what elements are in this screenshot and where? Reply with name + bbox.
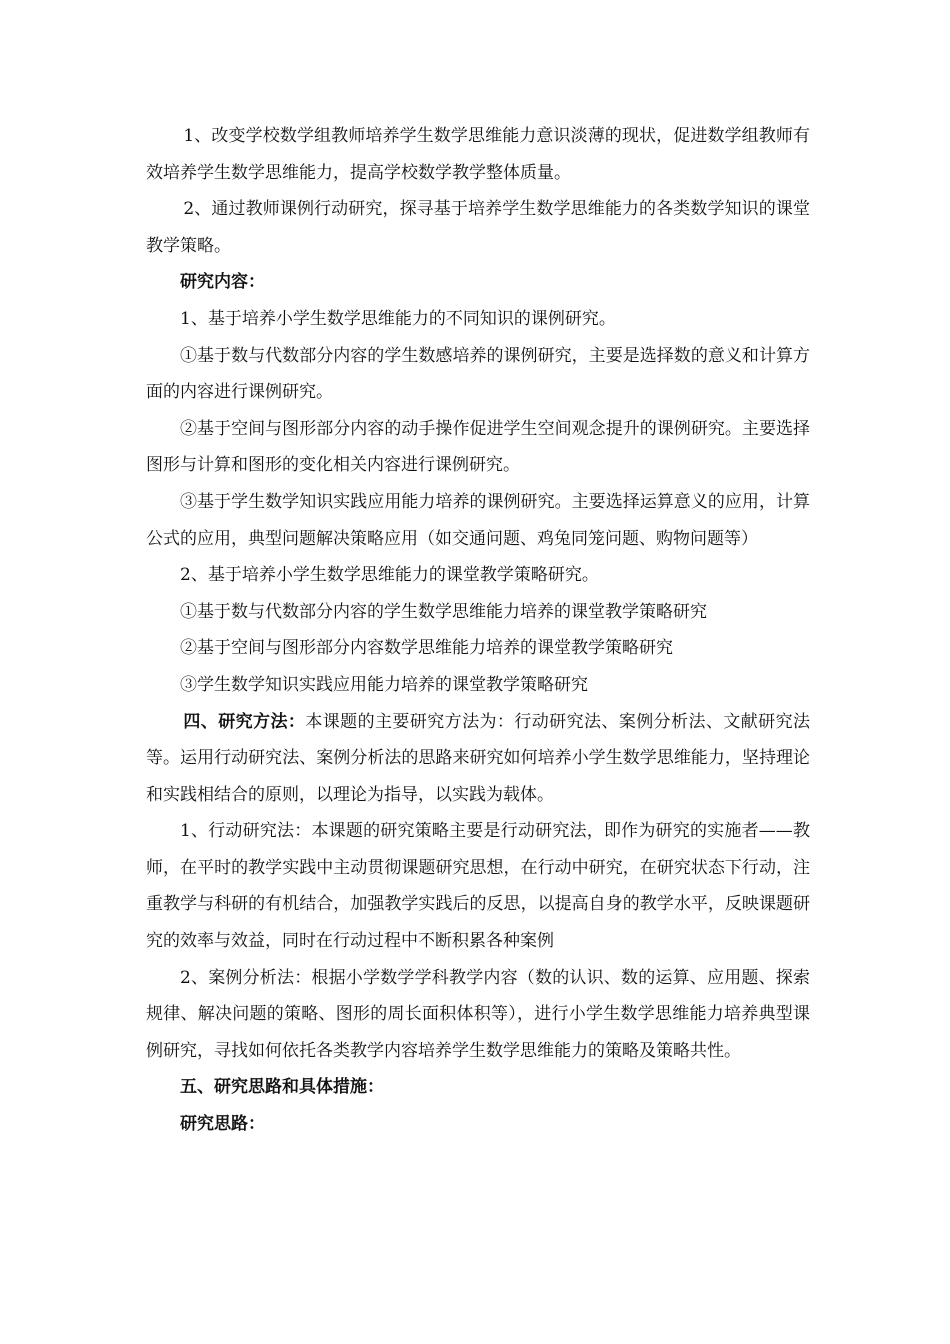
goal-paragraph-1: 1、改变学校数学组教师培养学生数学思维能力意识淡薄的现状，促进数学组教师有效培养学生数学思维能力，提高学校数学教学整体质量。 [146,126,810,183]
content-item-2-a: ①基于数与代数部分内容的学生数学思维能力培养的课堂教学策略研究 [180,601,707,622]
heading-research-content: 研究内容： [180,272,265,293]
content-item-2: 2、基于培养小学生数学思维能力的课堂教学策略研究。 [180,565,599,586]
goal-paragraph-2: 2、通过教师课例行动研究，探寻基于培养学生数学思维能力的各类数学知识的课堂教学策略。 [146,199,810,256]
content-item-2-b: ②基于空间与图形部分内容数学思维能力培养的课堂教学策略研究 [180,638,673,659]
method-action-research: 1、行动研究法：本课题的研究策略主要是行动研究法，即作为研究的实施者——教师，在平时的教学实践中主动贯彻课题研究思想，在行动中研究，在研究状态下行动，注重教学与科研的有机结合，加强教学实践后的反思，以提高自身的教学水平，反映课题研究的效率与效益，同时在行动过程中不断积累各种案例 [146,821,810,952]
document-body [146,118,810,1143]
heading-research-approach: 研究思路： [180,1114,265,1135]
heading-research-approach-measures: 五、研究思路和具体措施： [180,1077,384,1098]
content-item-1: 1、基于培养小学生数学思维能力的不同知识的课例研究。 [180,308,616,329]
heading-research-methods: 四、研究方法： [183,711,306,732]
method-case-analysis: 2、案例分析法：根据小学数学学科教学内容（数的认识、数的运算、应用题、探索规律、解决问题的策略、图形的周长面积体积等），进行小学生数学思维能力培养典型课例研究，寻找如何依托各类教学内容培养学生数学思维能力的策略及策略共性。 [146,967,810,1061]
methods-paragraph: 四、研究方法：本课题的主要研究方法为：行动研究法、案例分析法、文献研究法等。运用行动研究法、案例分析法的思路来研究如何培养小学生数学思维能力，坚持理论和实践相结合的原则，以理论为指导，以实践为载体。 [146,711,810,805]
content-item-1-a: ①基于数与代数部分内容的学生数感培养的课例研究，主要是选择数的意义和计算方面的内容进行课例研究。 [146,345,810,403]
content-item-2-c: ③学生数学知识实践应用能力培养的课堂教学策略研究 [180,674,588,695]
content-item-1-b: ②基于空间与图形部分内容的动手操作促进学生空间观念提升的课例研究。主要选择图形与计算和图形的变化相关内容进行课例研究。 [146,418,810,476]
content-item-1-c: ③基于学生数学知识实践应用能力培养的课例研究。主要选择运算意义的应用，计算公式的应用，典型问题解决策略应用（如交通问题、鸡兔同笼问题、购物问题等） [146,491,810,549]
